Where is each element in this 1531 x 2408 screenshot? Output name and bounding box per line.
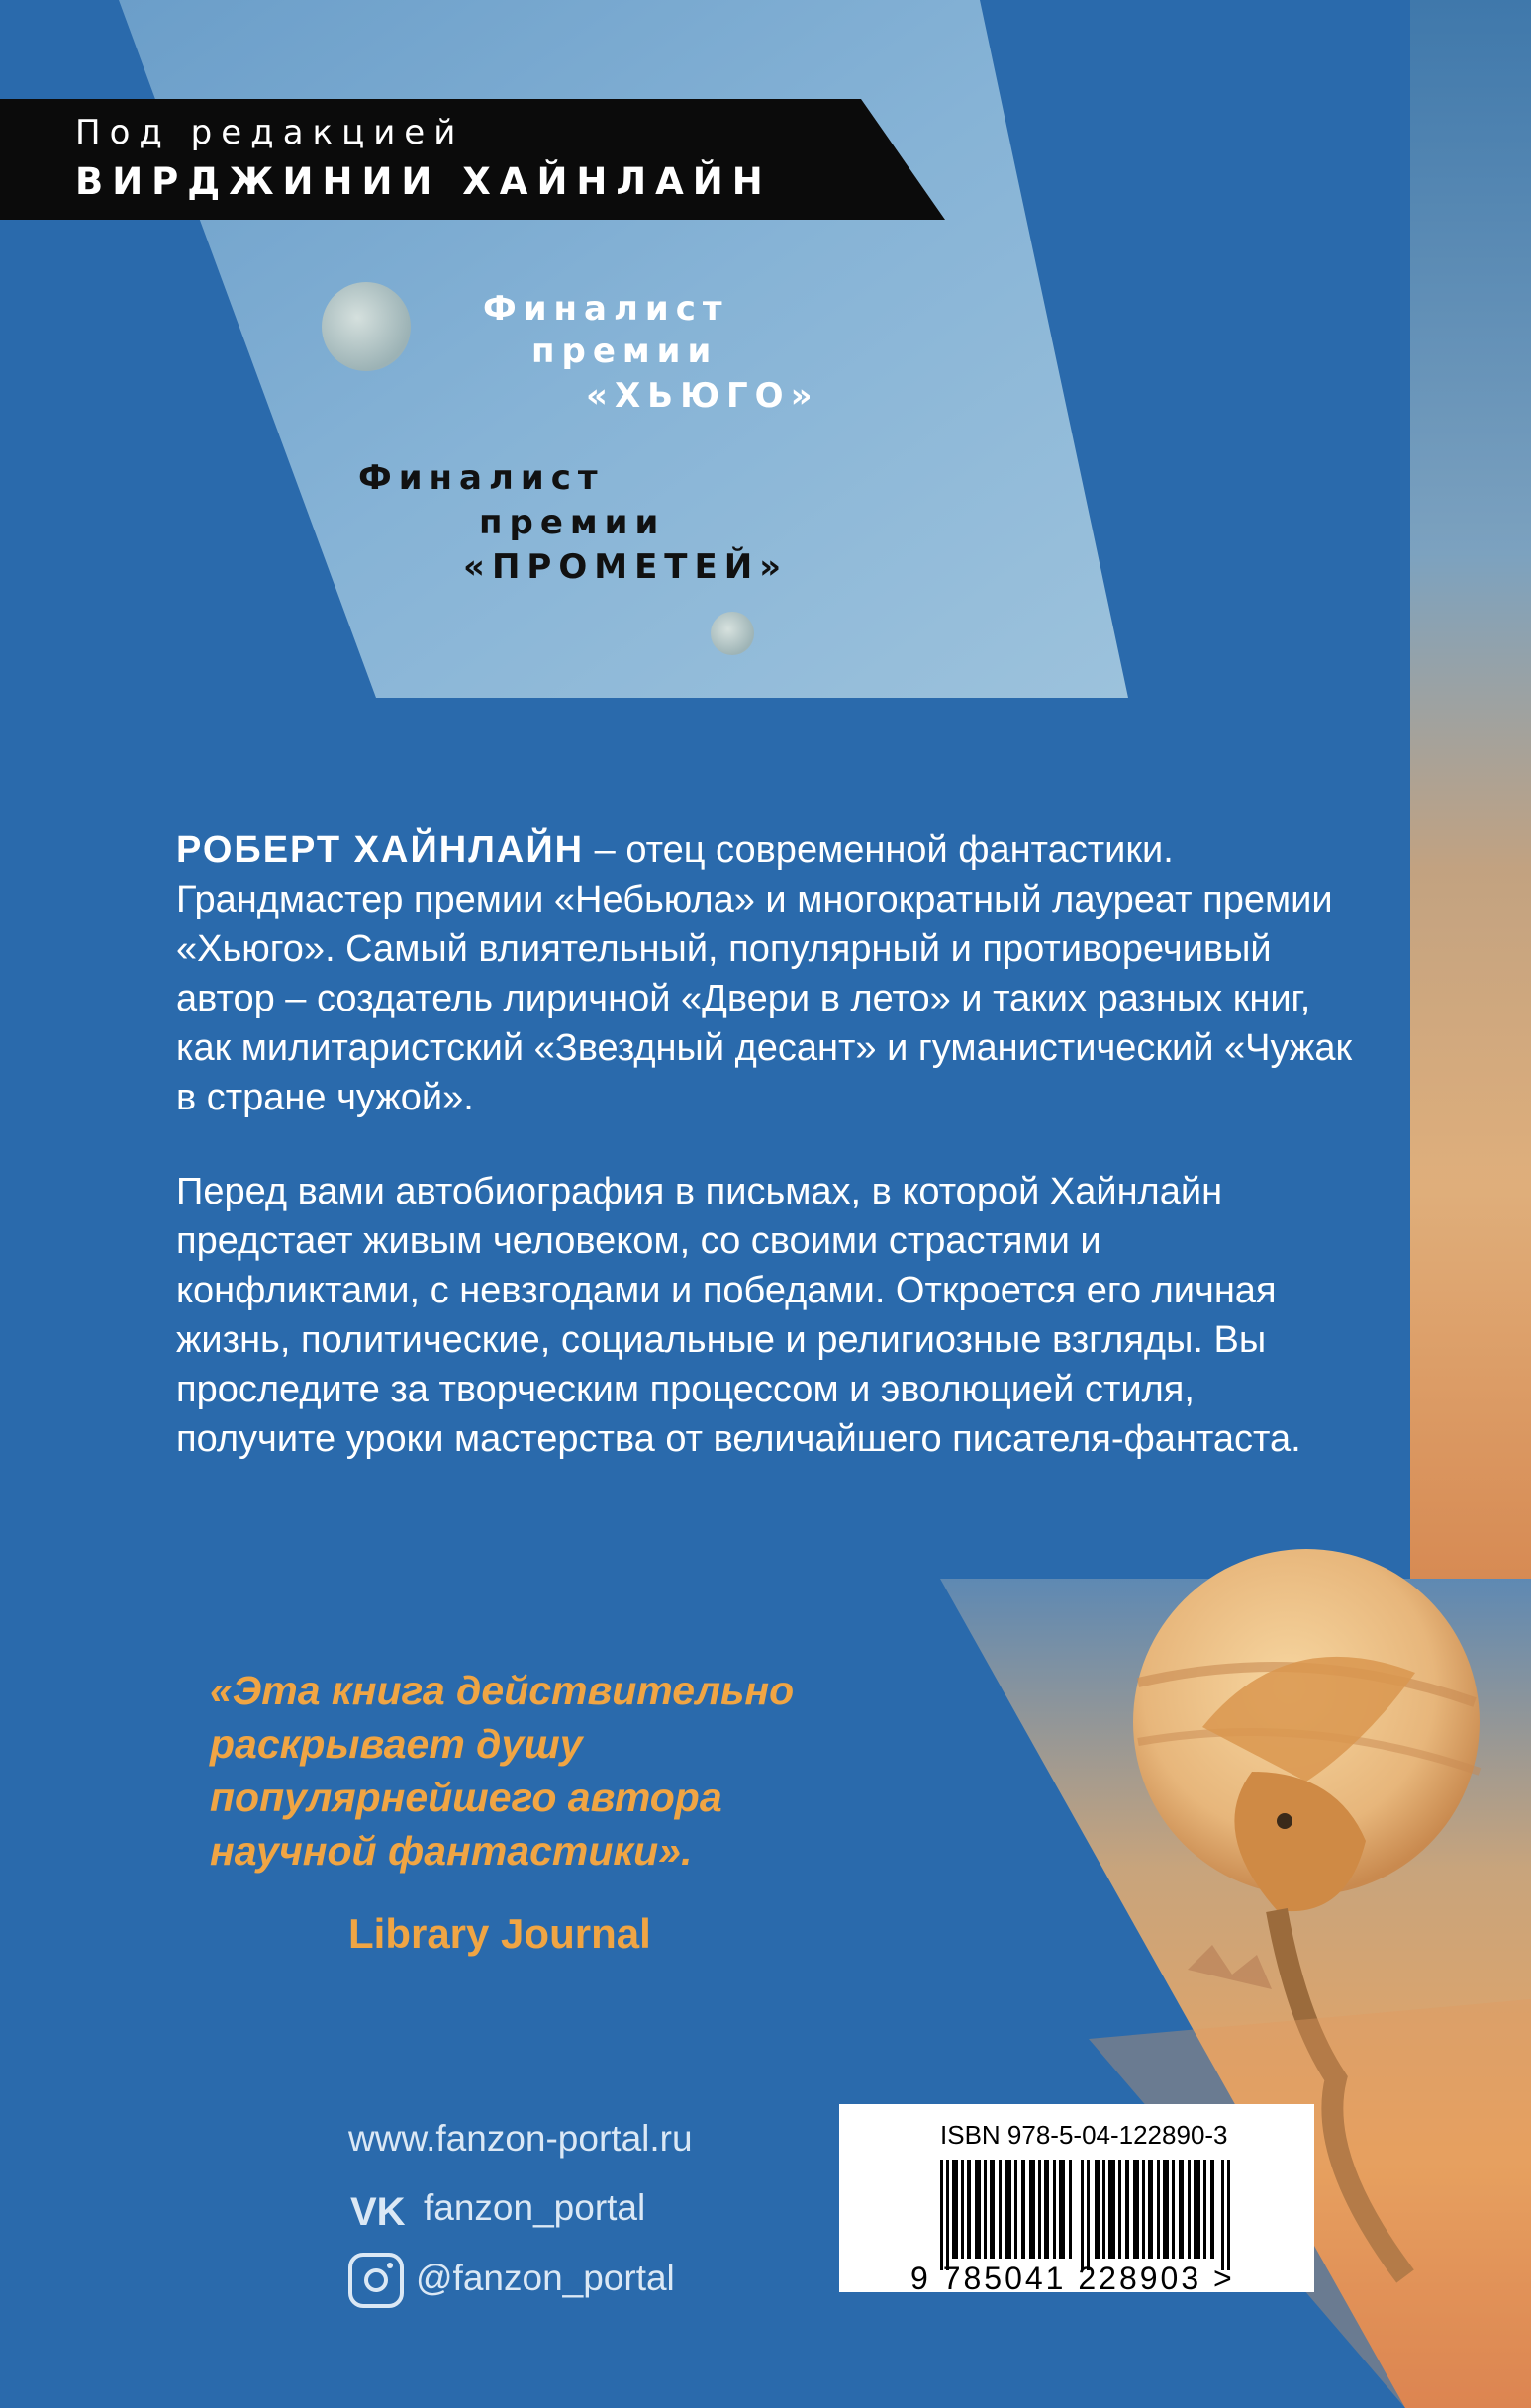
award-prometheus-premii: премии (479, 503, 666, 542)
review-source: Library Journal (348, 1910, 651, 1957)
instagram-handle[interactable]: @fanzon_portal (416, 2258, 675, 2298)
website-link[interactable]: www.fanzon-portal.ru (348, 2118, 693, 2159)
isbn-number: ISBN 978-5-04-122890-3 (940, 2120, 1228, 2150)
review-quote: «Эта книга действительно раскрывает душу популярнейшего автора научной фантастики». (210, 1668, 795, 1874)
description-paragraph-1 (176, 825, 1354, 1122)
award-hugo-finalist: Финалист (483, 289, 729, 329)
editor-name: ВИРДЖИНИИ ХАЙНЛАЙН (75, 160, 772, 203)
instagram-icon (348, 2253, 404, 2308)
barcode-digits: 9 785041 228903 > (910, 2261, 1235, 2296)
author-name: РОБЕРТ ХАЙНЛАЙН (176, 829, 585, 871)
barcode-icon (940, 2160, 1237, 2270)
description-paragraph-1-text: – отец современной фантастики. Грандмастер премии «Небьюла» и многократный лауреат премии «Хьюго». Самый влиятельный, популярный и противоречивый автор – создатель лиричной «Двери в лето» и таких разных книг, как милитаристский «Звездный десант» и гуманистический «Чужак в стране чужой». (176, 829, 1353, 1118)
award-prometheus-finalist: Финалист (358, 458, 605, 498)
book-description (176, 825, 1354, 1508)
award-hugo-title: «ХЬЮГО» (586, 376, 819, 416)
vk-icon: VK (350, 2190, 406, 2234)
editor-caption: Под редакцией (75, 113, 465, 152)
award-prometheus-title: «ПРОМЕТЕЙ» (463, 547, 789, 587)
vk-handle[interactable]: fanzon_portal (424, 2187, 646, 2228)
award-hugo-premii: премии (531, 332, 718, 371)
description-paragraph-2: Перед вами автобиография в письмах, в которой Хайнлайн предстает живым человеком, со своими страстями и конфликтами, с невзгодами и победами. Откроется его личная жизнь, политические, социальные и религиозные взгляды. Вы проследите за творческим процессом и эволюцией стиля, получите уроки мастерства от величайшего писателя-фантаста. (176, 1171, 1301, 1460)
